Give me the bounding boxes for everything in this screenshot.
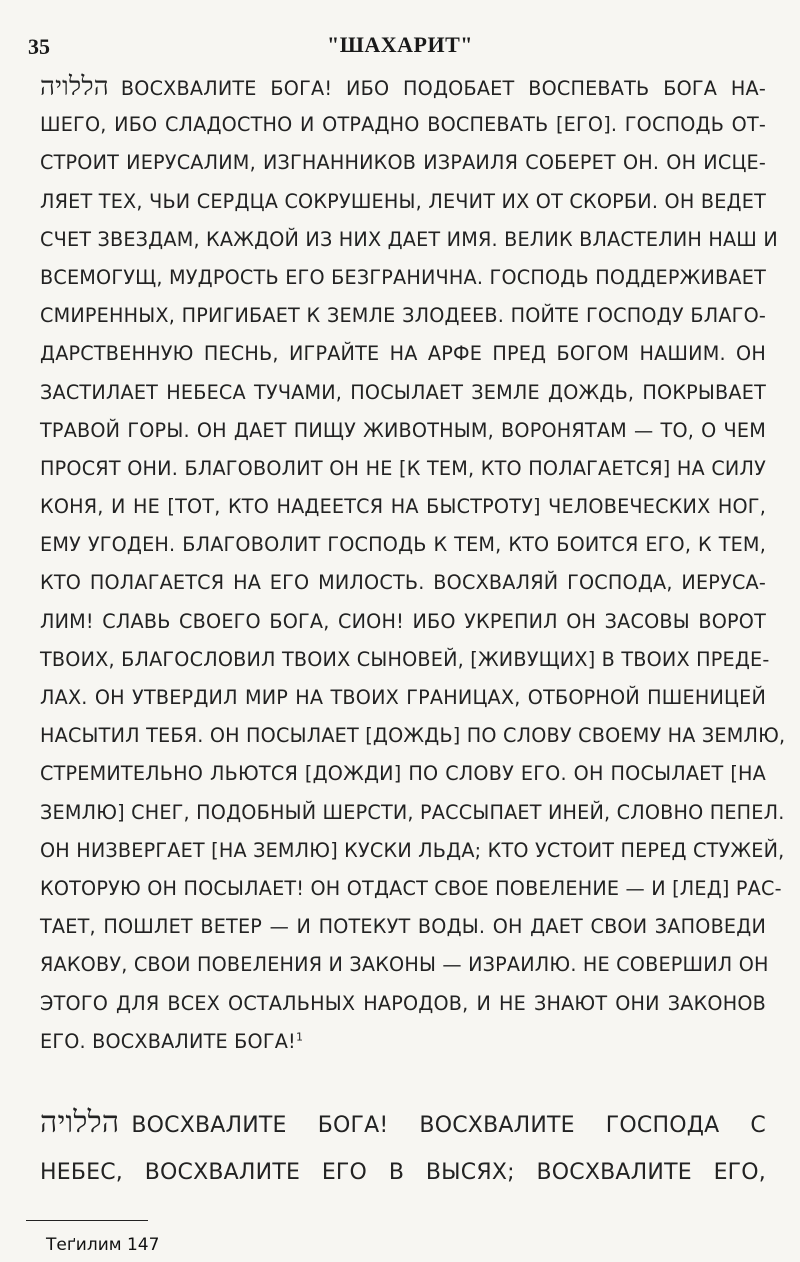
text-line: הללויה ВОСХВАЛИТЕ БОГА! ВОСХВАЛИТЕ ГОСПОДА С [40, 1105, 766, 1140]
text-line: СЧЕТ ЗВЕЗДАМ, КАЖДОЙ ИЗ НИХ ДАЕТ ИМЯ. ВЕЛИК ВЛАСТЕЛИН НАШ И [40, 227, 778, 251]
paragraph-psalm-148 [40, 1098, 766, 1198]
text-line: ДАРСТВЕННУЮ ПЕСНЬ, ИГРАЙТЕ НА АРФЕ ПРЕД БОГОМ НАШИМ. ОН [40, 342, 766, 366]
text-line: ЭТОГО ДЛЯ ВСЕХ ОСТАЛЬНЫХ НАРОДОВ, И НЕ ЗНАЮТ ОНИ ЗАКОНОВ [40, 991, 766, 1015]
text-line: СМИРЕННЫХ, ПРИГИБАЕТ К ЗЕМЛЕ ЗЛОДЕЕВ. ПОЙТЕ ГОСПОДУ БЛАГО- [40, 304, 766, 328]
text-line: ШЕГО, ИБО СЛАДОСТНО И ОТРАДНО ВОСПЕВАТЬ [ЕГО]. ГОСПОДЬ ОТ- [40, 113, 766, 137]
text-line: ЕГО. ВОСХВАЛИТЕ БОГА!$^1$ [40, 1029, 304, 1053]
page-number: 35 [28, 34, 50, 59]
footnote-divider [26, 1220, 148, 1221]
text-line: КТО ПОЛАГАЕТСЯ НА ЕГО МИЛОСТЬ. ВОСХВАЛЯЙ ГОСПОДА, ИЕРУСА- [40, 571, 766, 595]
text-line: ТАЕТ, ПОШЛЕТ ВЕТЕР — И ПОТЕКУТ ВОДЫ. ОН ДАЕТ СВОИ ЗАПОВЕДИ [40, 915, 766, 939]
text-line: КОТОРУЮ ОН ПОСЫЛАЕТ! ОН ОТДАСТ СВОЕ ПОВЕЛЕНИЕ — И [ЛЕД] РАС- [40, 876, 782, 900]
footnote: Теґилим 147 [46, 1235, 160, 1255]
text-line: ОН НИЗВЕРГАЕТ [НА ЗЕМЛЮ] КУСКИ ЛЬДА; КТО УСТОИТ ПЕРЕД СТУЖЕЙ, [40, 838, 785, 862]
text-line: ВСЕМОГУЩ, МУДРОСТЬ ЕГО БЕЗГРАНИЧНА. ГОСПОДЬ ПОДДЕРЖИВАЕТ [40, 265, 766, 289]
text-line: СТРЕМИТЕЛЬНО ЛЬЮТСЯ [ДОЖДИ] ПО СЛОВУ ЕГО. ОН ПОСЫЛАЕТ [НА [40, 762, 766, 786]
hebrew-word-halleluyah: הללויה [40, 1105, 120, 1140]
hebrew-word-halleluyah: הללויה [40, 72, 109, 102]
text-line: ЛЯЕТ ТЕХ, ЧЬИ СЕРДЦА СОКРУШЕНЫ, ЛЕЧИТ ИХ ОТ СКОРБИ. ОН ВЕДЕТ [40, 189, 766, 213]
footnote-marker: 1 [295, 1030, 304, 1044]
text-line: НЕБЕС, ВОСХВАЛИТЕ ЕГО В ВЫСЯХ; ВОСХВАЛИТЕ ЕГО, [40, 1160, 766, 1185]
text-line: ЛАХ. ОН УТВЕРДИЛ МИР НА ТВОИХ ГРАНИЦАХ, ОТБОРНОЙ ПШЕНИЦЕЙ [40, 686, 766, 709]
text-line: הללויה ВОСХВАЛИТЕ БОГА! ИБО ПОДОБАЕТ ВОСПЕВАТЬ БОГА НА- [40, 72, 766, 102]
text-line: ЕМУ УГОДЕН. БЛАГОВОЛИТ ГОСПОДЬ К ТЕМ, КТО БОИТСЯ ЕГО, К ТЕМ, [40, 533, 766, 557]
text-line: ПРОСЯТ ОНИ. БЛАГОВОЛИТ ОН НЕ [К ТЕМ, КТО ПОЛАГАЕТСЯ] НА СИЛУ [40, 456, 766, 480]
text-line: ЗАСТИЛАЕТ НЕБЕСА ТУЧАМИ, ПОСЫЛАЕТ ЗЕМЛЕ ДОЖДЬ, ПОКРЫВАЕТ [40, 380, 766, 404]
text-line: СТРОИТ ИЕРУСАЛИМ, ИЗГНАННИКОВ ИЗРАИЛЯ СОБЕРЕТ ОН. ОН ИСЦЕ- [40, 151, 766, 175]
text-line: ТРАВОЙ ГОРЫ. ОН ДАЕТ ПИЩУ ЖИВОТНЫМ, ВОРОНЯТАМ — ТО, О ЧЕМ [40, 418, 766, 442]
text-line: КОНЯ, И НЕ [ТОТ, КТО НАДЕЕТСЯ НА БЫСТРОТУ] ЧЕЛОВЕЧЕСКИХ НОГ, [40, 495, 766, 519]
paragraph-psalm-147 [40, 68, 786, 1061]
text-line: НАСЫТИЛ ТЕБЯ. ОН ПОСЫЛАЕТ [ДОЖДЬ] ПО СЛОВУ СВОЕМУ НА ЗЕМЛЮ, [40, 724, 786, 748]
text-line: ЗЕМЛЮ] СНЕГ, ПОДОБНЫЙ ШЕРСТИ, РАССЫПАЕТ ИНЕЙ, СЛОВНО ПЕПЕЛ. [40, 800, 785, 824]
text-line: ЯАКОВУ, СВОИ ПОВЕЛЕНИЯ И ЗАКОНЫ — ИЗРАИЛЮ. НЕ СОВЕРШИЛ ОН [40, 953, 769, 977]
text-line: ЛИМ! СЛАВЬ СВОЕГО БОГА, СИОН! ИБО УКРЕПИЛ ОН ЗАСОВЫ ВОРОТ [40, 609, 766, 633]
running-header [24, 28, 776, 68]
running-title: "ШАХАРИТ" [327, 32, 473, 57]
text-line: ТВОИХ, БЛАГОСЛОВИЛ ТВОИХ СЫНОВЕЙ, [ЖИВУЩИХ] В ТВОИХ ПРЕДЕ- [40, 647, 770, 671]
